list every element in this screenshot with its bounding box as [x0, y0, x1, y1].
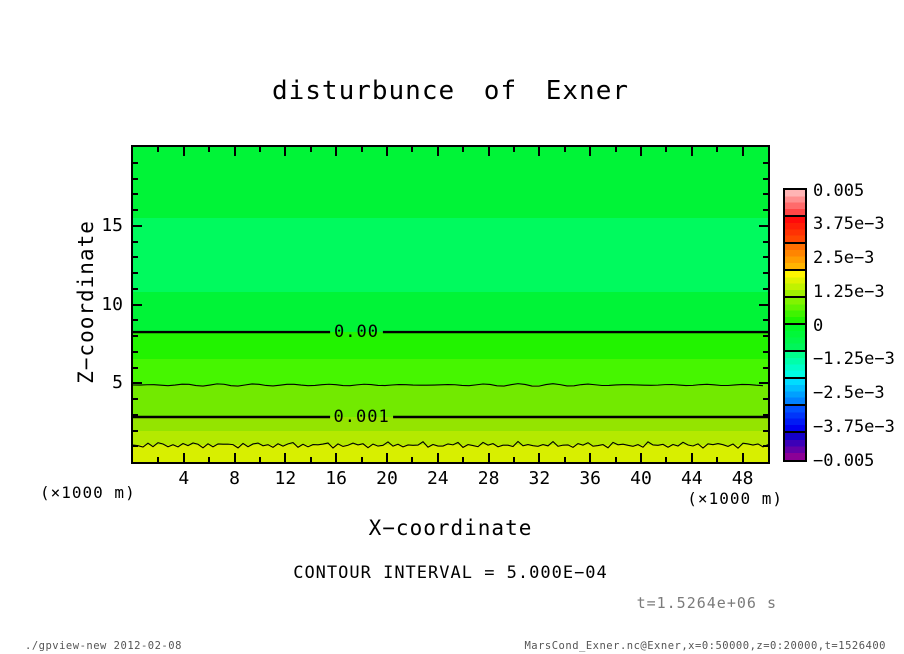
- colorbar-box: [785, 298, 805, 325]
- x-axis-tick: [361, 457, 363, 462]
- x-axis-tick: [386, 453, 388, 462]
- x-axis-tick: [208, 457, 210, 462]
- z-axis-tick: [763, 398, 768, 400]
- x-axis-tick: [335, 453, 337, 462]
- x-axis-tick: [335, 147, 337, 156]
- z-axis-tick: [763, 241, 768, 243]
- x-axis-tick: [284, 147, 286, 156]
- x-tick-label: 32: [528, 468, 551, 489]
- x-axis-tick: [665, 457, 667, 462]
- x-axis-tick: [259, 457, 261, 462]
- x-axis-tick: [742, 453, 744, 462]
- z-axis-tick: [133, 319, 138, 321]
- colorbar-box: [785, 217, 805, 244]
- x-tick-label: 20: [376, 468, 398, 489]
- x-axis-tick: [640, 453, 642, 462]
- figure-title: disturbunce of Exner: [271, 76, 630, 106]
- x-tick-label: 40: [630, 468, 652, 489]
- colorbar-tick-label: −2.5e−3: [813, 383, 885, 403]
- x-axis-tick: [157, 457, 159, 462]
- z-axis-tick: [133, 241, 138, 243]
- z-axis-tick: [133, 193, 138, 195]
- colorbar-box: [785, 190, 805, 217]
- x-tick-label: 28: [477, 468, 500, 489]
- z-axis-tick: [763, 367, 768, 369]
- z-axis-tick: [763, 288, 768, 290]
- z-axis-tick: [133, 445, 138, 447]
- contour-line-label: 0.001: [333, 406, 390, 427]
- x-axis-tick: [310, 147, 312, 152]
- x-axis-tick: [411, 457, 413, 462]
- colorbar-tick-label: 3.75e−3: [813, 214, 885, 235]
- z-axis-tick: [763, 351, 768, 353]
- x-axis-tick: [259, 147, 261, 152]
- z-axis-tick: [763, 414, 768, 416]
- z-axis-tick: [763, 335, 768, 337]
- y-axis-unit-label: (×1000 m): [40, 483, 136, 502]
- x-axis-tick: [665, 147, 667, 152]
- colorbar-tick-label: −0.005: [813, 450, 875, 471]
- z-axis-tick: [133, 225, 142, 227]
- z-axis-tick: [133, 430, 138, 432]
- colorbar-box: [785, 325, 805, 352]
- x-axis-tick: [691, 453, 693, 462]
- contour-line: [133, 384, 763, 387]
- x-axis-tick: [538, 147, 540, 156]
- contour-lines: [133, 147, 768, 462]
- z-axis-tick: [763, 445, 768, 447]
- x-axis-tick: [615, 457, 617, 462]
- colorbar: [783, 188, 807, 462]
- x-tick-label: 36: [579, 468, 602, 489]
- x-axis-tick: [691, 147, 693, 156]
- x-axis-tick: [386, 147, 388, 156]
- z-axis-tick: [133, 256, 138, 258]
- x-axis-tick: [361, 147, 363, 152]
- contour-line: [133, 441, 768, 448]
- x-axis-tick: [157, 147, 159, 152]
- z-axis-tick: [133, 335, 138, 337]
- z-axis-tick: [133, 398, 138, 400]
- x-axis-tick: [437, 147, 439, 156]
- y-axis-title: Z−coordinate: [74, 220, 98, 384]
- z-axis-tick: [763, 178, 768, 180]
- x-axis-tick: [640, 147, 642, 156]
- x-axis-title: X−coordinate: [368, 516, 533, 540]
- z-axis-tick: [133, 414, 138, 416]
- x-axis-tick: [488, 453, 490, 462]
- z-axis-tick: [133, 382, 142, 384]
- x-axis-tick: [742, 147, 744, 156]
- x-tick-label: 24: [426, 468, 449, 489]
- x-axis-tick: [310, 457, 312, 462]
- colorbar-box: [785, 271, 805, 298]
- x-axis-tick: [183, 453, 185, 462]
- x-tick-label: 44: [680, 468, 703, 489]
- x-axis-unit-label: (×1000 m): [687, 489, 783, 508]
- z-axis-tick: [763, 209, 768, 211]
- z-tick-label: 15: [101, 214, 123, 236]
- x-tick-label: 8: [229, 468, 241, 489]
- contour-interval-note: CONTOUR INTERVAL = 5.000E−04: [293, 563, 608, 583]
- z-axis-tick: [763, 162, 768, 164]
- x-axis-tick: [437, 453, 439, 462]
- x-axis-tick: [234, 453, 236, 462]
- x-axis-tick: [462, 147, 464, 152]
- colorbar-tick-label: 0: [813, 315, 824, 336]
- x-tick-label: 4: [178, 468, 190, 489]
- x-tick-label: 16: [325, 468, 348, 489]
- x-axis-tick: [488, 147, 490, 156]
- x-axis-tick: [513, 147, 515, 152]
- colorbar-tick-label: 0.005: [813, 180, 865, 201]
- z-axis-tick: [133, 209, 138, 211]
- x-axis-tick: [234, 147, 236, 156]
- colorbar-box: [785, 433, 805, 460]
- colorbar-box: [785, 406, 805, 433]
- z-axis-tick: [133, 367, 138, 369]
- colorbar-tick-label: 1.25e−3: [813, 281, 885, 302]
- x-axis-tick: [589, 453, 591, 462]
- footer-command-text: ./gpview-new 2012-02-08: [25, 640, 182, 652]
- colorbar-box: [785, 352, 805, 379]
- x-axis-tick: [564, 147, 566, 152]
- z-axis-tick: [759, 225, 768, 227]
- x-axis-tick: [513, 457, 515, 462]
- z-axis-tick: [763, 272, 768, 274]
- x-axis-tick: [411, 147, 413, 152]
- z-axis-tick: [763, 319, 768, 321]
- colorbar-box: [785, 244, 805, 271]
- x-axis-tick: [716, 457, 718, 462]
- z-axis-tick: [759, 382, 768, 384]
- x-axis-tick: [183, 147, 185, 156]
- z-axis-tick: [133, 272, 138, 274]
- x-axis-tick: [716, 147, 718, 152]
- plot-area: [131, 145, 770, 464]
- x-axis-tick: [564, 457, 566, 462]
- x-axis-tick: [615, 147, 617, 152]
- z-axis-tick: [763, 430, 768, 432]
- x-axis-tick: [208, 147, 210, 152]
- x-tick-label: 48: [731, 468, 754, 489]
- x-axis-tick: [589, 147, 591, 156]
- colorbar-box: [785, 379, 805, 406]
- z-tick-label: 5: [112, 372, 123, 394]
- z-axis-tick: [763, 193, 768, 195]
- x-tick-label: 12: [274, 468, 297, 489]
- colorbar-tick-label: −1.25e−3: [813, 349, 895, 370]
- x-axis-tick: [462, 457, 464, 462]
- z-axis-tick: [133, 162, 138, 164]
- x-axis-tick: [538, 453, 540, 462]
- z-axis-tick: [759, 304, 768, 306]
- x-axis-tick: [284, 453, 286, 462]
- z-axis-tick: [133, 288, 138, 290]
- z-axis-tick: [133, 304, 142, 306]
- colorbar-tick-label: −3.75e−3: [813, 416, 895, 437]
- footer-file-text: MarsCond_Exner.nc@Exner,x=0:50000,z=0:20000,t=1526400: [524, 640, 886, 652]
- time-annotation: t=1.5264e+06 s: [636, 594, 777, 612]
- colorbar-tick-label: 2.5e−3: [813, 248, 875, 268]
- z-axis-tick: [133, 351, 138, 353]
- z-tick-label: 10: [101, 293, 123, 315]
- z-axis-tick: [133, 178, 138, 180]
- z-axis-tick: [763, 256, 768, 258]
- contour-line-label: 0.00: [334, 322, 379, 343]
